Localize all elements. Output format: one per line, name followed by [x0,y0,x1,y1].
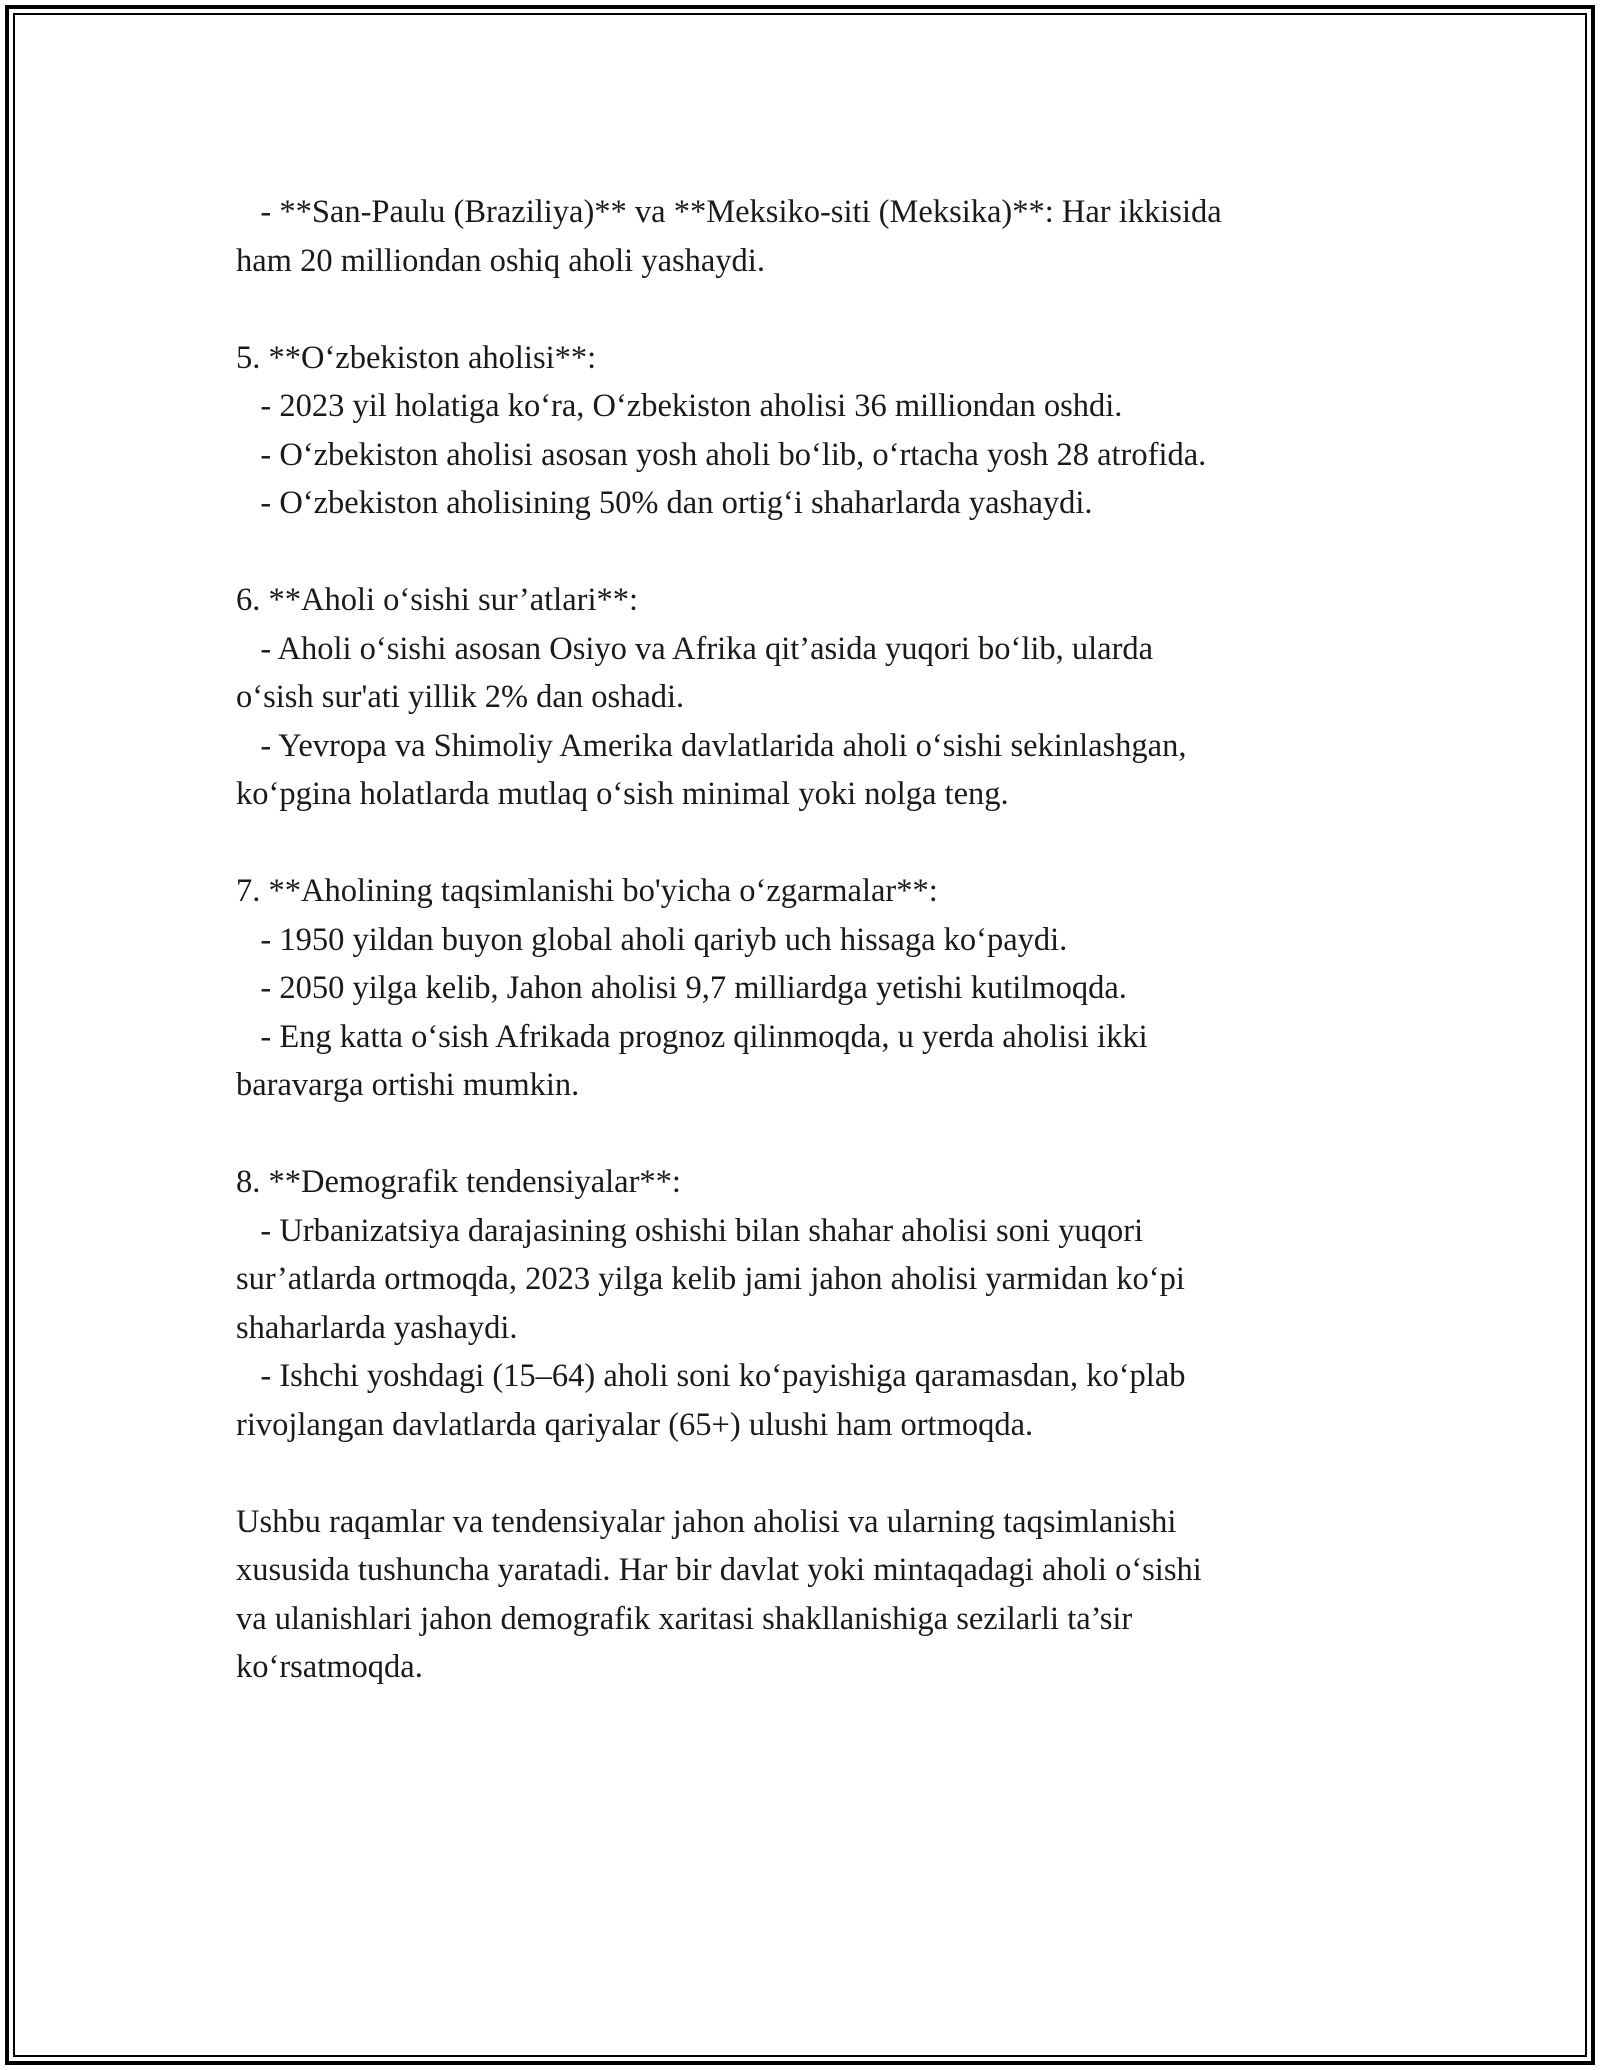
paragraph-sao-paulo-mexico [236,188,1386,285]
paragraph-gap [236,1449,1386,1498]
list-item-continuation: rivojlangan davlatlarda qariyalar (65+) ulushi ham ortmoqda. [236,1406,1034,1443]
list-item: - Yevropa va Shimoliy Amerika davlatlarida aholi o‘sishi sekinlashgan, [236,727,1187,764]
paragraph-gap [236,1110,1386,1159]
section-growth-rates [236,576,1386,819]
section-heading: 7. **Aholining taqsimlanishi bo'yicha o‘zgarmalar**: [236,873,938,909]
list-item-continuation: o‘sish sur'ati yillik 2% dan oshadi. [236,679,685,715]
list-item: - Eng katta o‘sish Afrikada prognoz qilinmoqda, u yerda aholisi ikki [236,1018,1148,1055]
list-item-continuation: baravarga ortishi mumkin. [236,1067,580,1103]
list-item: - 1950 yildan buyon global aholi qariyb uch hissaga ko‘paydi. [236,921,1068,958]
paragraph-gap [236,528,1386,577]
list-item: - Ishchi yoshdagi (15–64) aholi soni ko‘payishiga qaramasdan, ko‘plab [236,1358,1186,1394]
list-item: - 2023 yil holatiga ko‘ra, O‘zbekiston aholisi 36 milliondan oshdi. [236,388,1123,424]
list-item-continuation: ko‘pgina holatlarda mutlaq o‘sish minimal yoki nolga teng. [236,776,1009,812]
section-demographic-trends [236,1158,1386,1449]
list-item: - O‘zbekiston aholisining 50% dan ortig‘i shaharlarda yashaydi. [236,485,1093,521]
list-item: - 2050 yilga kelib, Jahon aholisi 9,7 milliardga yetishi kutilmoqda. [236,970,1127,1006]
paragraph-gap [236,285,1386,334]
text-line: - **San-Paulu (Braziliya)** va **Meksiko-siti (Meksika)**: Har ikkisida [236,194,1222,230]
list-item-continuation: shaharlarda yashaydi. [236,1309,518,1346]
text-line: xususida tushuncha yaratadi. Har bir davlat yoki mintaqadagi aholi o‘sishi [236,1552,1202,1588]
document-body [236,188,1386,1692]
section-heading: 6. **Aholi o‘sishi sur’atlari**: [236,582,638,618]
section-heading: 8. **Demografik tendensiyalar**: [236,1164,681,1200]
section-uzbekistan-population [236,334,1386,528]
text-line: ko‘rsatmoqda. [236,1649,423,1685]
paragraph-conclusion [236,1498,1386,1692]
text-line: Ushbu raqamlar va tendensiyalar jahon aholisi va ularning taqsimlanishi [236,1503,1177,1540]
list-item: - Urbanizatsiya darajasining oshishi bilan shahar aholisi soni yuqori [236,1212,1144,1249]
list-item: - Aholi o‘sishi asosan Osiyo va Afrika qit’asida yuqori bo‘lib, ularda [236,630,1154,667]
section-heading: 5. **O‘zbekiston aholisi**: [236,339,597,376]
section-distribution-changes [236,867,1386,1110]
list-item-continuation: sur’atlarda ortmoqda, 2023 yilga kelib jami jahon aholisi yarmidan ko‘pi [236,1261,1185,1297]
text-line: ham 20 milliondan oshiq aholi yashaydi. [236,242,765,279]
list-item: - O‘zbekiston aholisi asosan yosh aholi bo‘lib, o‘rtacha yosh 28 atrofida. [236,436,1207,473]
text-line: va ulanishlari jahon demografik xaritasi shakllanishiga sezilarli ta’sir [236,1600,1133,1637]
paragraph-gap [236,819,1386,868]
